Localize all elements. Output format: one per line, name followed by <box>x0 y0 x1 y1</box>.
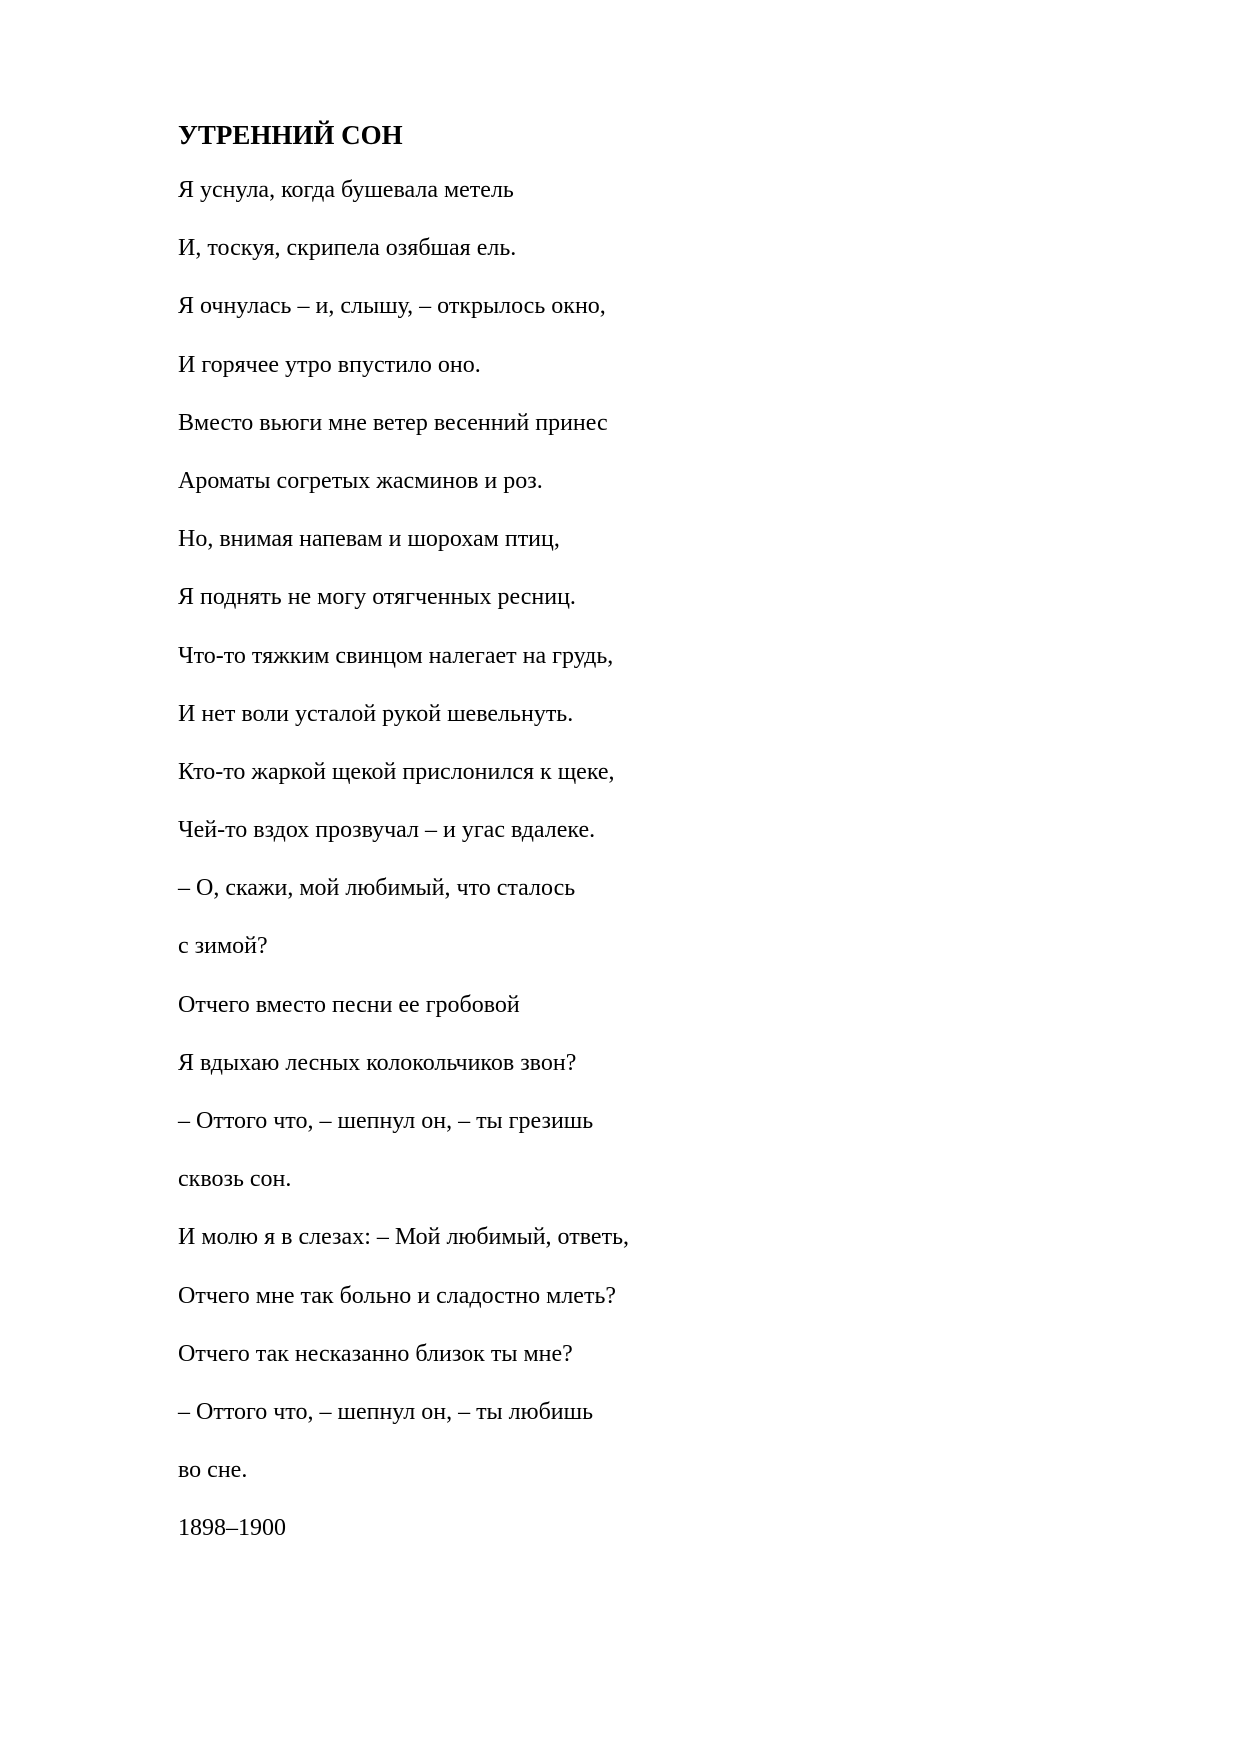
poem-line: Отчего вместо песни ее гробовой <box>178 991 520 1018</box>
poem-line: – Оттого что, – шепнул он, – ты грезишь <box>178 1108 594 1134</box>
poem-line: Я уснула, когда бушевала метель <box>178 177 514 203</box>
poem-line: сквозь сон. <box>178 1166 292 1193</box>
poem-line: Вместо вьюги мне ветер весенний принес <box>178 409 608 436</box>
poem-line: Я поднять не могу отягченных ресниц. <box>178 584 576 611</box>
poem-line: с зимой? <box>178 933 268 960</box>
poem-line: Кто-то жаркой щекой прислонился к щеке, <box>178 758 615 785</box>
poem <box>178 116 1078 1544</box>
poem-line: Отчего так несказанно близок ты мне? <box>178 1340 573 1367</box>
poem-line: Но, внимая напевам и шорохам птиц, <box>178 526 560 553</box>
poem-line: – О, скажи, мой любимый, что сталось <box>178 875 576 902</box>
poem-line: во сне. <box>178 1457 248 1484</box>
poem-line: И молю я в слезах: – Мой любимый, ответь, <box>178 1224 630 1251</box>
poem-line: Ароматы согретых жасминов и роз. <box>178 467 543 494</box>
poem-line: Чей-то вздох прозвучал – и угас вдалеке. <box>178 817 596 844</box>
poem-line: И горячее утро впустило оно. <box>178 351 481 378</box>
poem-date: 1898–1900 <box>178 1515 286 1542</box>
poem-line: – Оттого что, – шепнул он, – ты любишь <box>178 1398 594 1425</box>
poem-line: И нет воли усталой рукой шевельнуть. <box>178 700 574 727</box>
poem-title: УТРЕННИЙ СОН <box>178 120 403 150</box>
poem-line: И, тоскуя, скрипела озябшая ель. <box>178 235 517 262</box>
poem-lines <box>178 174 1078 1486</box>
poem-line: Я вдыхаю лесных колокольчиков звон? <box>178 1049 577 1076</box>
poem-line: Отчего мне так больно и сладостно млеть? <box>178 1282 617 1309</box>
poem-line: Что-то тяжким свинцом налегает на грудь, <box>178 642 614 669</box>
poem-line: Я очнулась – и, слышу, – открылось окно, <box>178 293 606 320</box>
